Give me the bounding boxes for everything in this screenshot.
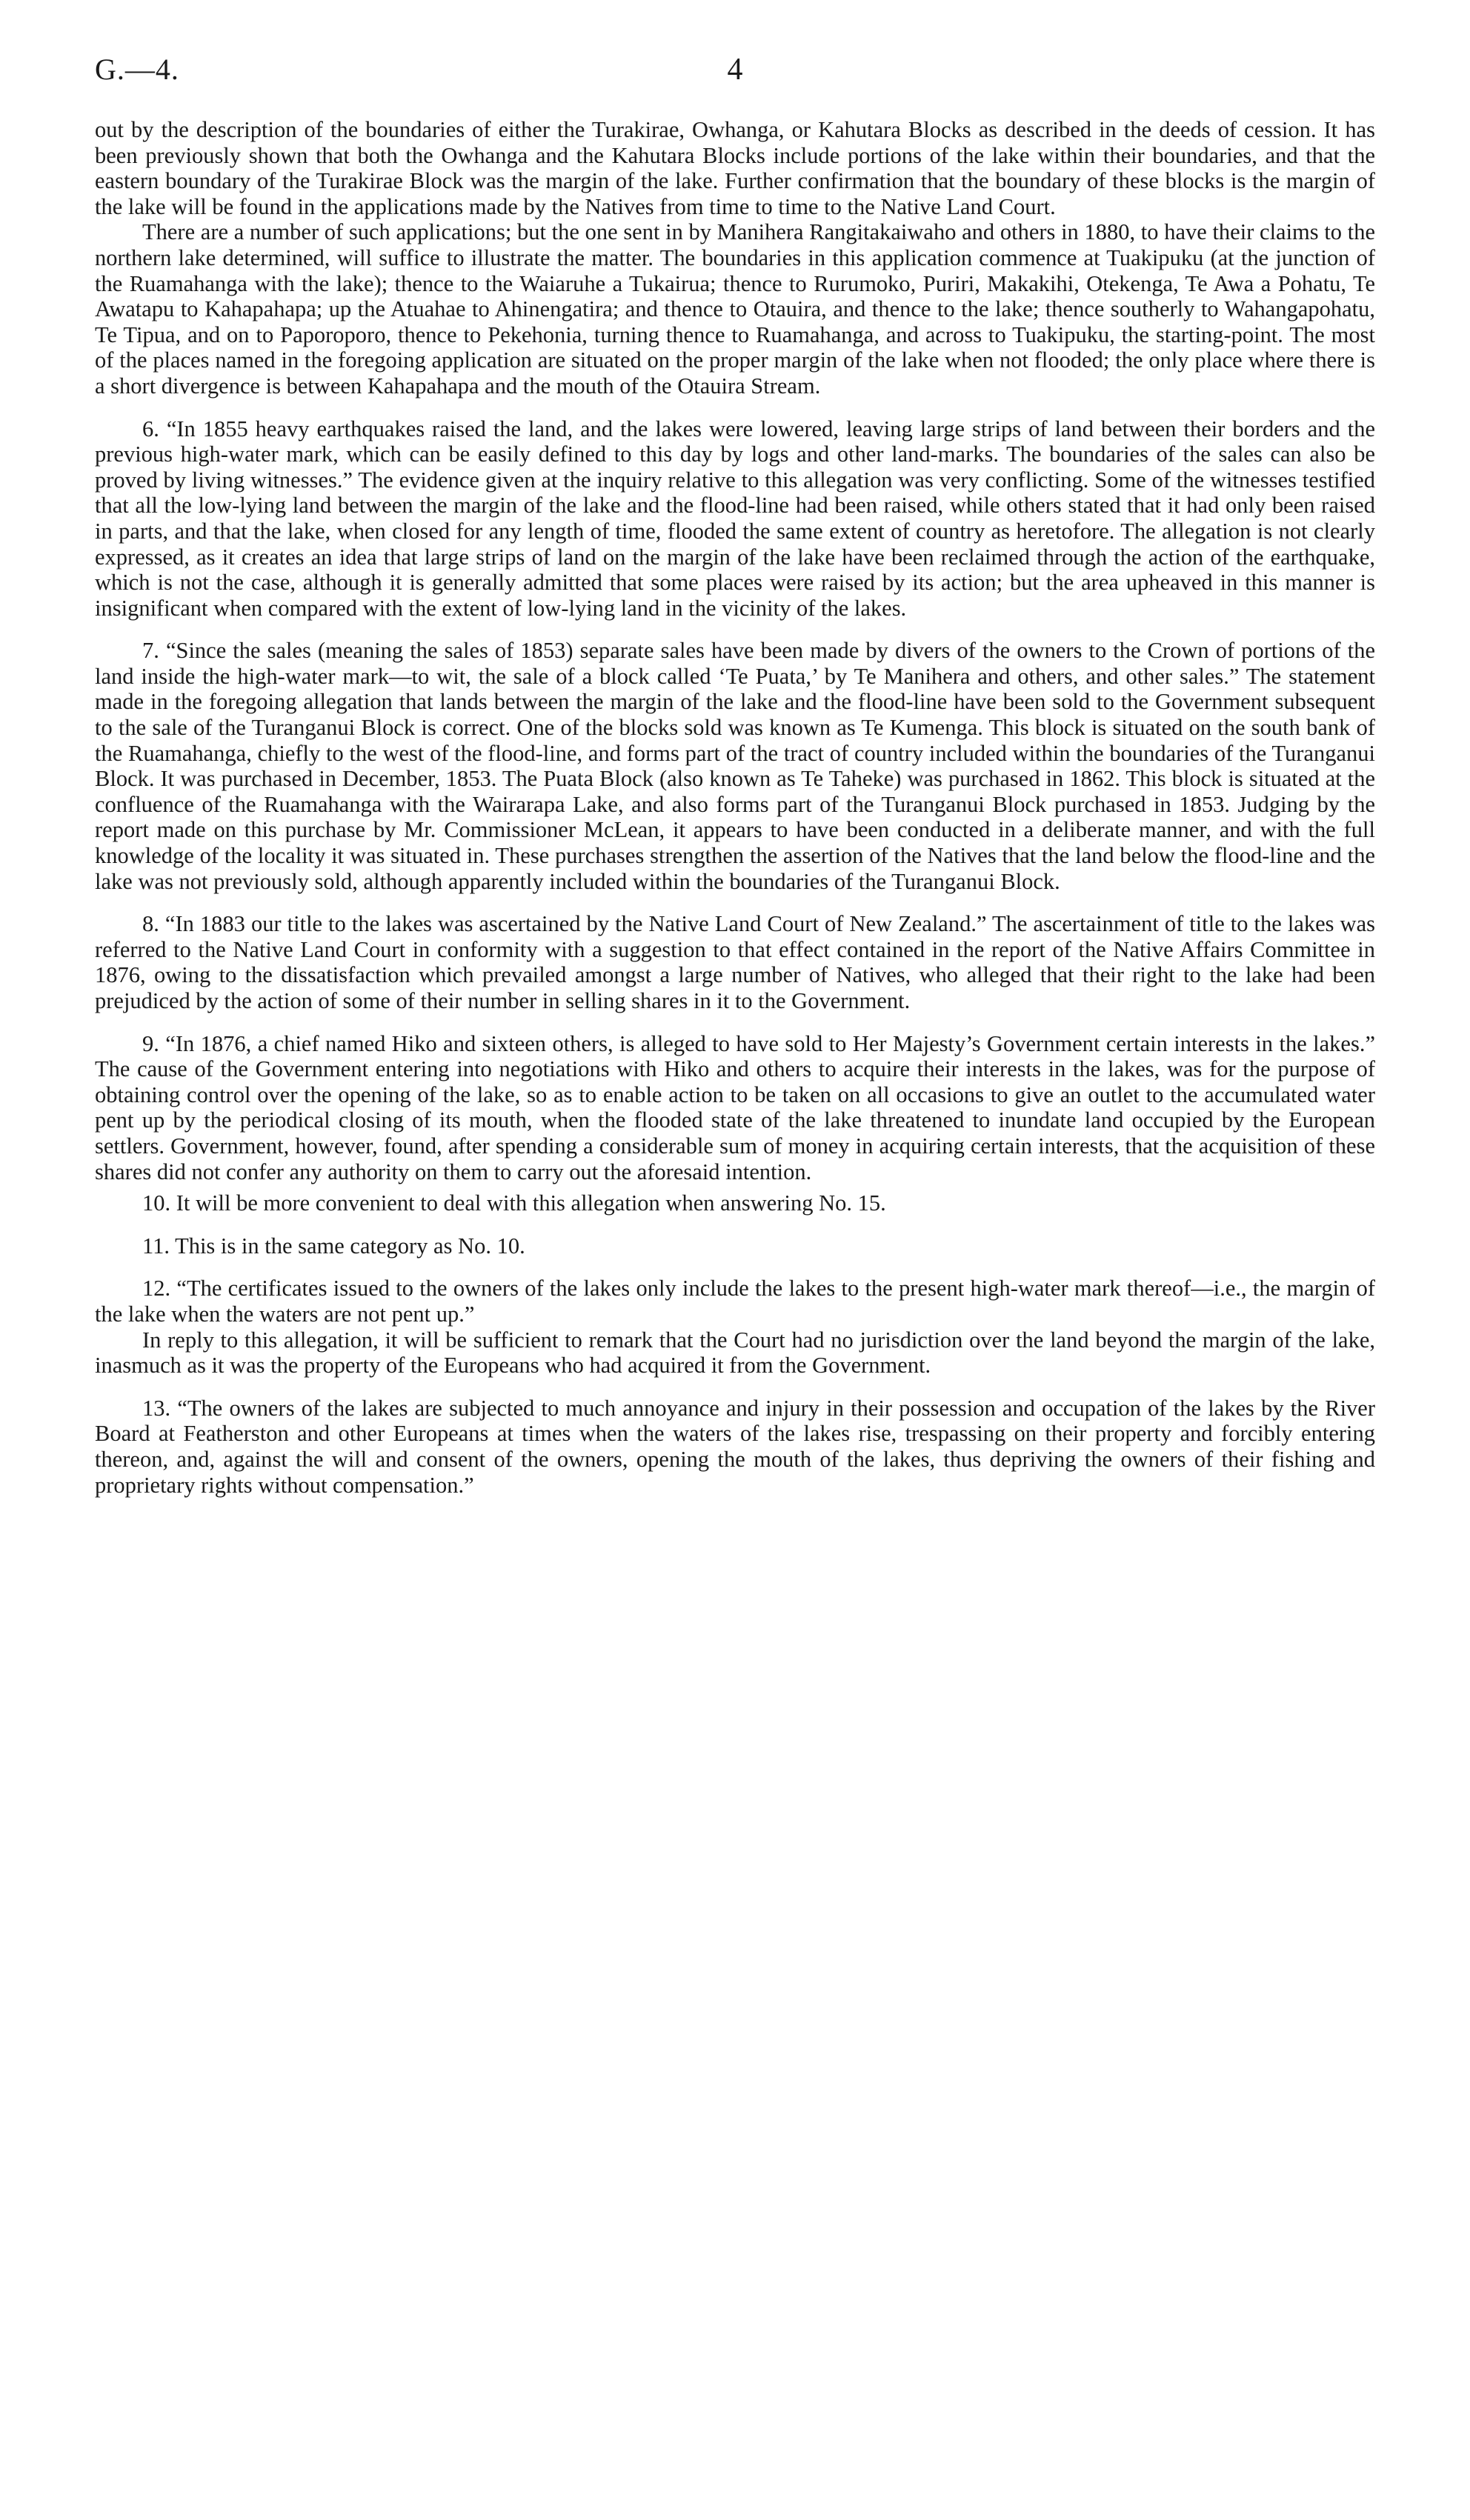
paragraph-allegation-13: 13. “The owners of the lakes are subjected to much annoyance and injury in their possession and occupation of the lakes by the River Board at Featherston and other Europeans at times when the waters of the lakes rise, trespassing on their property and forcibly entering thereon, and, against the will and consent of the owners, opening the mouth of the lakes, thus depriving the owners of their fishing and proprietary rights without compensation.” — [95, 1395, 1375, 1498]
paragraph-allegation-8: 8. “In 1883 our title to the lakes was ascertained by the Native Land Court of New Zealand.” The ascertainment of title to the lakes was referred to the Native Land Court in conformity with a suggestion to that effect contained in the report of the Native Affairs Committee in 1876, owing to the dissatisfaction which prevailed amongst a large number of Natives, who alleged that their right to the lake had been prejudiced by the action of some of their number in selling shares in it to the Government. — [95, 911, 1375, 1013]
document-reference: G.—4. — [95, 53, 179, 86]
paragraph-continuation: out by the description of the boundaries of either the Turakirae, Owhanga, or Kahutara Blocks as described in the deeds of cession. It has been previously shown that both the Owhanga and the Kahutara Blocks include portions of the lake within their boundaries, and that the eastern boundary of the Turakirae Block was the margin of the lake. Further confirmation that the boundary of these blocks is the margin of the lake will be found in the applications made by the Natives from time to time to the Native Land Court. — [95, 117, 1375, 219]
paragraph-allegation-6: 6. “In 1855 heavy earthquakes raised the land, and the lakes were lowered, leaving large strips of land between their borders and the previous high-water mark, which can be easily defined to this day by logs and other land-marks. The boundaries of the sales can also be proved by living witnesses.” The evidence given at the inquiry relative to this allegation was very conflicting. Some of the witnesses testified that all the low-lying land between the margin of the lake and the flood-line had been raised, while others stated that it had only been raised in parts, and that the lake, when closed for any length of time, flooded the same extent of country as heretofore. The allegation is not clearly expressed, as it creates an idea that large strips of land on the margin of the lake have been reclaimed through the action of the earthquake, which is not the case, although it is generally admitted that some places were raised by its action; but the area upheaved in this manner is insignificant when compared with the extent of low-lying land in the vicinity of the lakes. — [95, 416, 1375, 621]
paragraph-allegation-10: 10. It will be more convenient to deal with this allegation when answering No. 15. — [142, 1190, 886, 1216]
paragraph-allegation-9: 9. “In 1876, a chief named Hiko and sixteen others, is alleged to have sold to Her Majesty’s Government certain interests in the lakes.” The cause of the Government entering into negotiations with Hiko and others to acquire their interests in the lakes, was for the purpose of obtaining control over the opening of the lake, so as to enable action to be taken on all occasions to give an outlet to the accumulated water pent up by the periodical closing of its mouth, when the flooded state of the lake threatened to inundate land occupied by the European settlers. Government, however, found, after spending a considerable sum of money in acquiring certain interests, that the acquisition of these shares did not confer any authority on them to carry out the aforesaid intention. — [95, 1030, 1375, 1184]
paragraph-allegation-7: 7. “Since the sales (meaning the sales of 1853) separate sales have been made by divers of the owners to the Crown of portions of the land inside the high-water mark—to wit, the sale of a block called ‘Te Puata,’ by Te Manihera and others, and other sales.” The statement made in the foregoing allegation that lands between the margin of the lake and the flood-line have been sold to the Government subsequent to the sale of the Turanganui Block is correct. One of the blocks sold was known as Te Kumenga. This block is situated on the south bank of the Ruamahanga, chiefly to the west of the flood-line, and forms part of the tract of country included within the boundaries of the Turanganui Block. It was purchased in December, 1853. The Puata Block (also known as Te Taheke) was purchased in 1862. This block is situated at the confluence of the Ruamahanga with the Wairarapa Lake, and also forms part of the Turanganui Block purchased in 1853. Judging by the report made on this purchase by Mr. Commissioner McLean, it appears to have been conducted in a deliberate manner, and with the full knowledge of the locality it was situated in. These purchases strengthen the assertion of the Natives that the land below the flood-line and the lake was not previously sold, although apparently included within the boundaries of the Turanganui Block. — [95, 638, 1375, 894]
paragraph-reply-12: In reply to this allegation, it will be sufficient to remark that the Court had no jurisdiction over the land beyond the margin of the lake, inasmuch as it was the property of the Europeans who had acquired it from the Government. — [95, 1327, 1375, 1379]
paragraph-allegation-11: 11. This is in the same category as No. 10. — [142, 1233, 525, 1259]
paragraph-applications: There are a number of such applications; but the one sent in by Manihera Rangitakaiwaho and others in 1880, to have their claims to the northern lake determined, will suffice to illustrate the matter. The boundaries in this application commence at Tuakipuku (at the junction of the Ruamahanga with the lake); thence to the Waiaruhe a Tukairua; thence to Rurumoko, Puriri, Makakihi, Otekenga, Te Awa a Pohatu, Te Awatapu to Kahapahapa; up the Atuahae to Ahinengatira; and thence to Otauira, and thence to the lake; thence southerly to Wahangapohatu, Te Tipua, and on to Paporoporo, thence to Pekehonia, turning thence to Ruamahanga, and across to Tuakipuku, the starting-point. The most of the places named in the foregoing application are situated on the proper margin of the lake when not flooded; the only place where there is a short divergence is between Kahapahapa and the mouth of the Otauira Stream. — [95, 219, 1375, 399]
page-header — [95, 52, 1375, 96]
document-page — [95, 52, 1375, 1498]
paragraph-allegation-12: 12. “The certificates issued to the owners of the lakes only include the lakes to the present high-water mark thereof—i.e., the margin of the lake when the waters are not pent up.” — [95, 1276, 1375, 1327]
page-number: 4 — [727, 53, 743, 87]
